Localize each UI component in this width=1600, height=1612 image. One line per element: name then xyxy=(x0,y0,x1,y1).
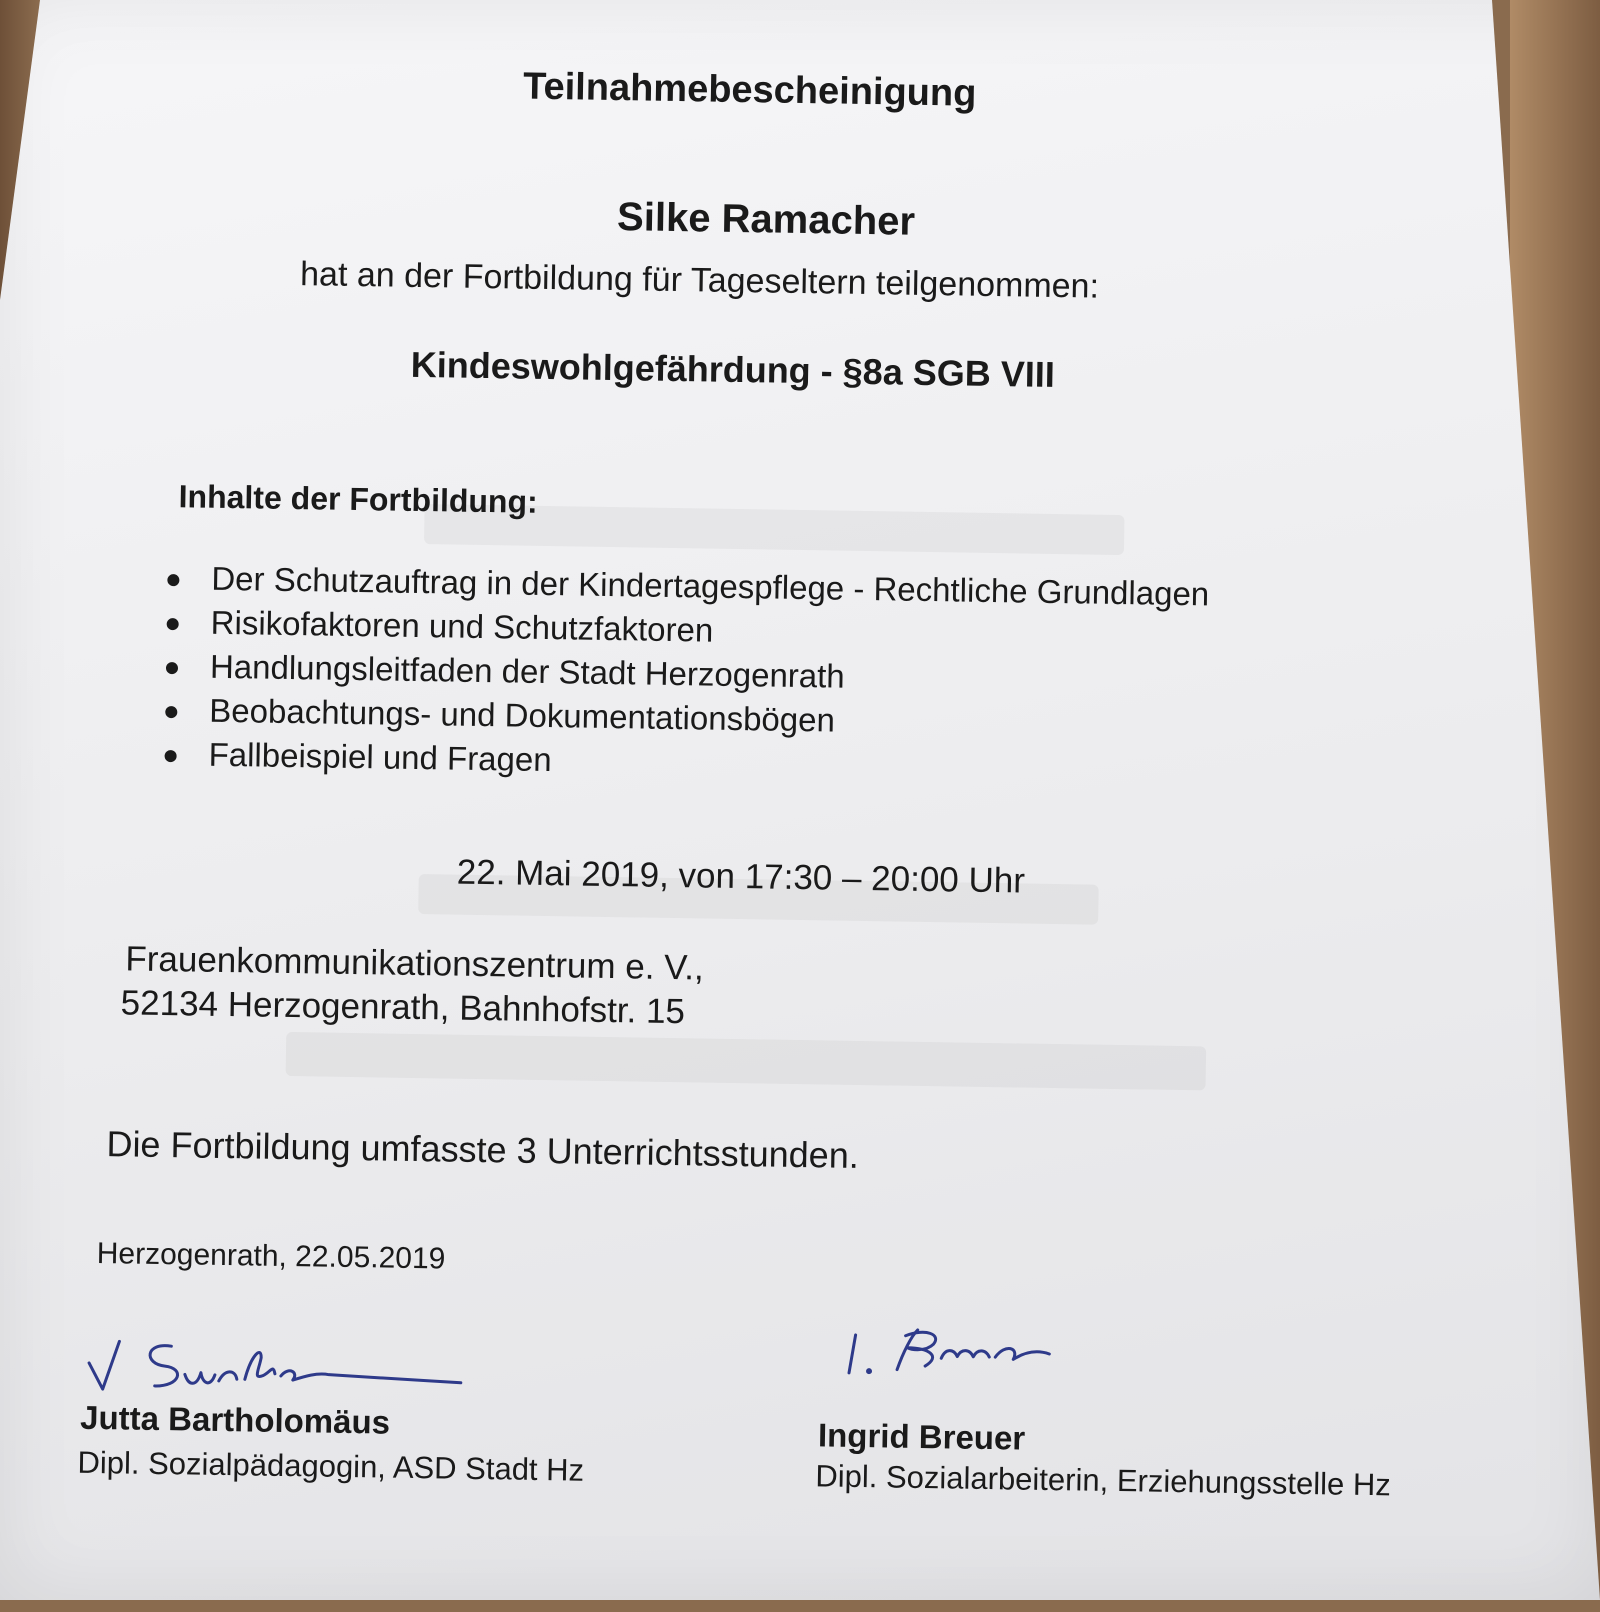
topic-label: Beobachtungs- und Dokumentationsbögen xyxy=(209,691,836,739)
venue-name: Frauenkommunikationszentrum e. V., xyxy=(125,939,705,988)
signer-role: Dipl. Sozialpädagogin, ASD Stadt Hz xyxy=(77,1444,585,1488)
participant-name: Silke Ramacher xyxy=(616,195,916,244)
topic-label: Der Schutzauftrag in der Kindertagespflege - Rechtliche Grundlagen xyxy=(211,559,1210,613)
topic-label: Risikofaktoren und Schutzfaktoren xyxy=(210,603,714,649)
contents-heading: Inhalte der Fortbildung: xyxy=(178,478,539,520)
bullet-icon xyxy=(167,574,179,586)
signer-role: Dipl. Sozialarbeiterin, Erziehungsstelle Hz xyxy=(815,1458,1392,1503)
course-duration: Die Fortbildung umfasste 3 Unterrichtsstunden. xyxy=(106,1123,860,1176)
topic-label: Handlungsleitfaden der Stadt Herzogenrath xyxy=(209,647,846,695)
course-date-time: 22. Mai 2019, von 17:30 – 20:00 Uhr xyxy=(456,852,1026,901)
venue-address: 52134 Herzogenrath, Bahnhofstr. 15 xyxy=(120,983,686,1032)
place-and-date: Herzogenrath, 22.05.2019 xyxy=(96,1237,446,1276)
certificate-title: Teilnahmebescheinigung xyxy=(522,65,977,115)
intro-text: hat an der Fortbildung für Tageseltern teilgenommen: xyxy=(299,255,1100,306)
course-title: Kindeswohlgefährdung - §8a SGB VIII xyxy=(410,343,1056,395)
topic-list xyxy=(150,556,1209,793)
topic-label: Fallbeispiel und Fragen xyxy=(208,735,552,779)
bullet-icon xyxy=(167,618,179,630)
bullet-icon xyxy=(165,750,177,762)
bullet-icon xyxy=(166,662,178,674)
signature-breuer xyxy=(845,1321,1066,1394)
bullet-icon xyxy=(165,706,177,718)
show-through-shadow xyxy=(286,1032,1207,1090)
signer-name: Jutta Bartholomäus xyxy=(79,1398,391,1441)
signer-name: Ingrid Breuer xyxy=(817,1416,1026,1457)
